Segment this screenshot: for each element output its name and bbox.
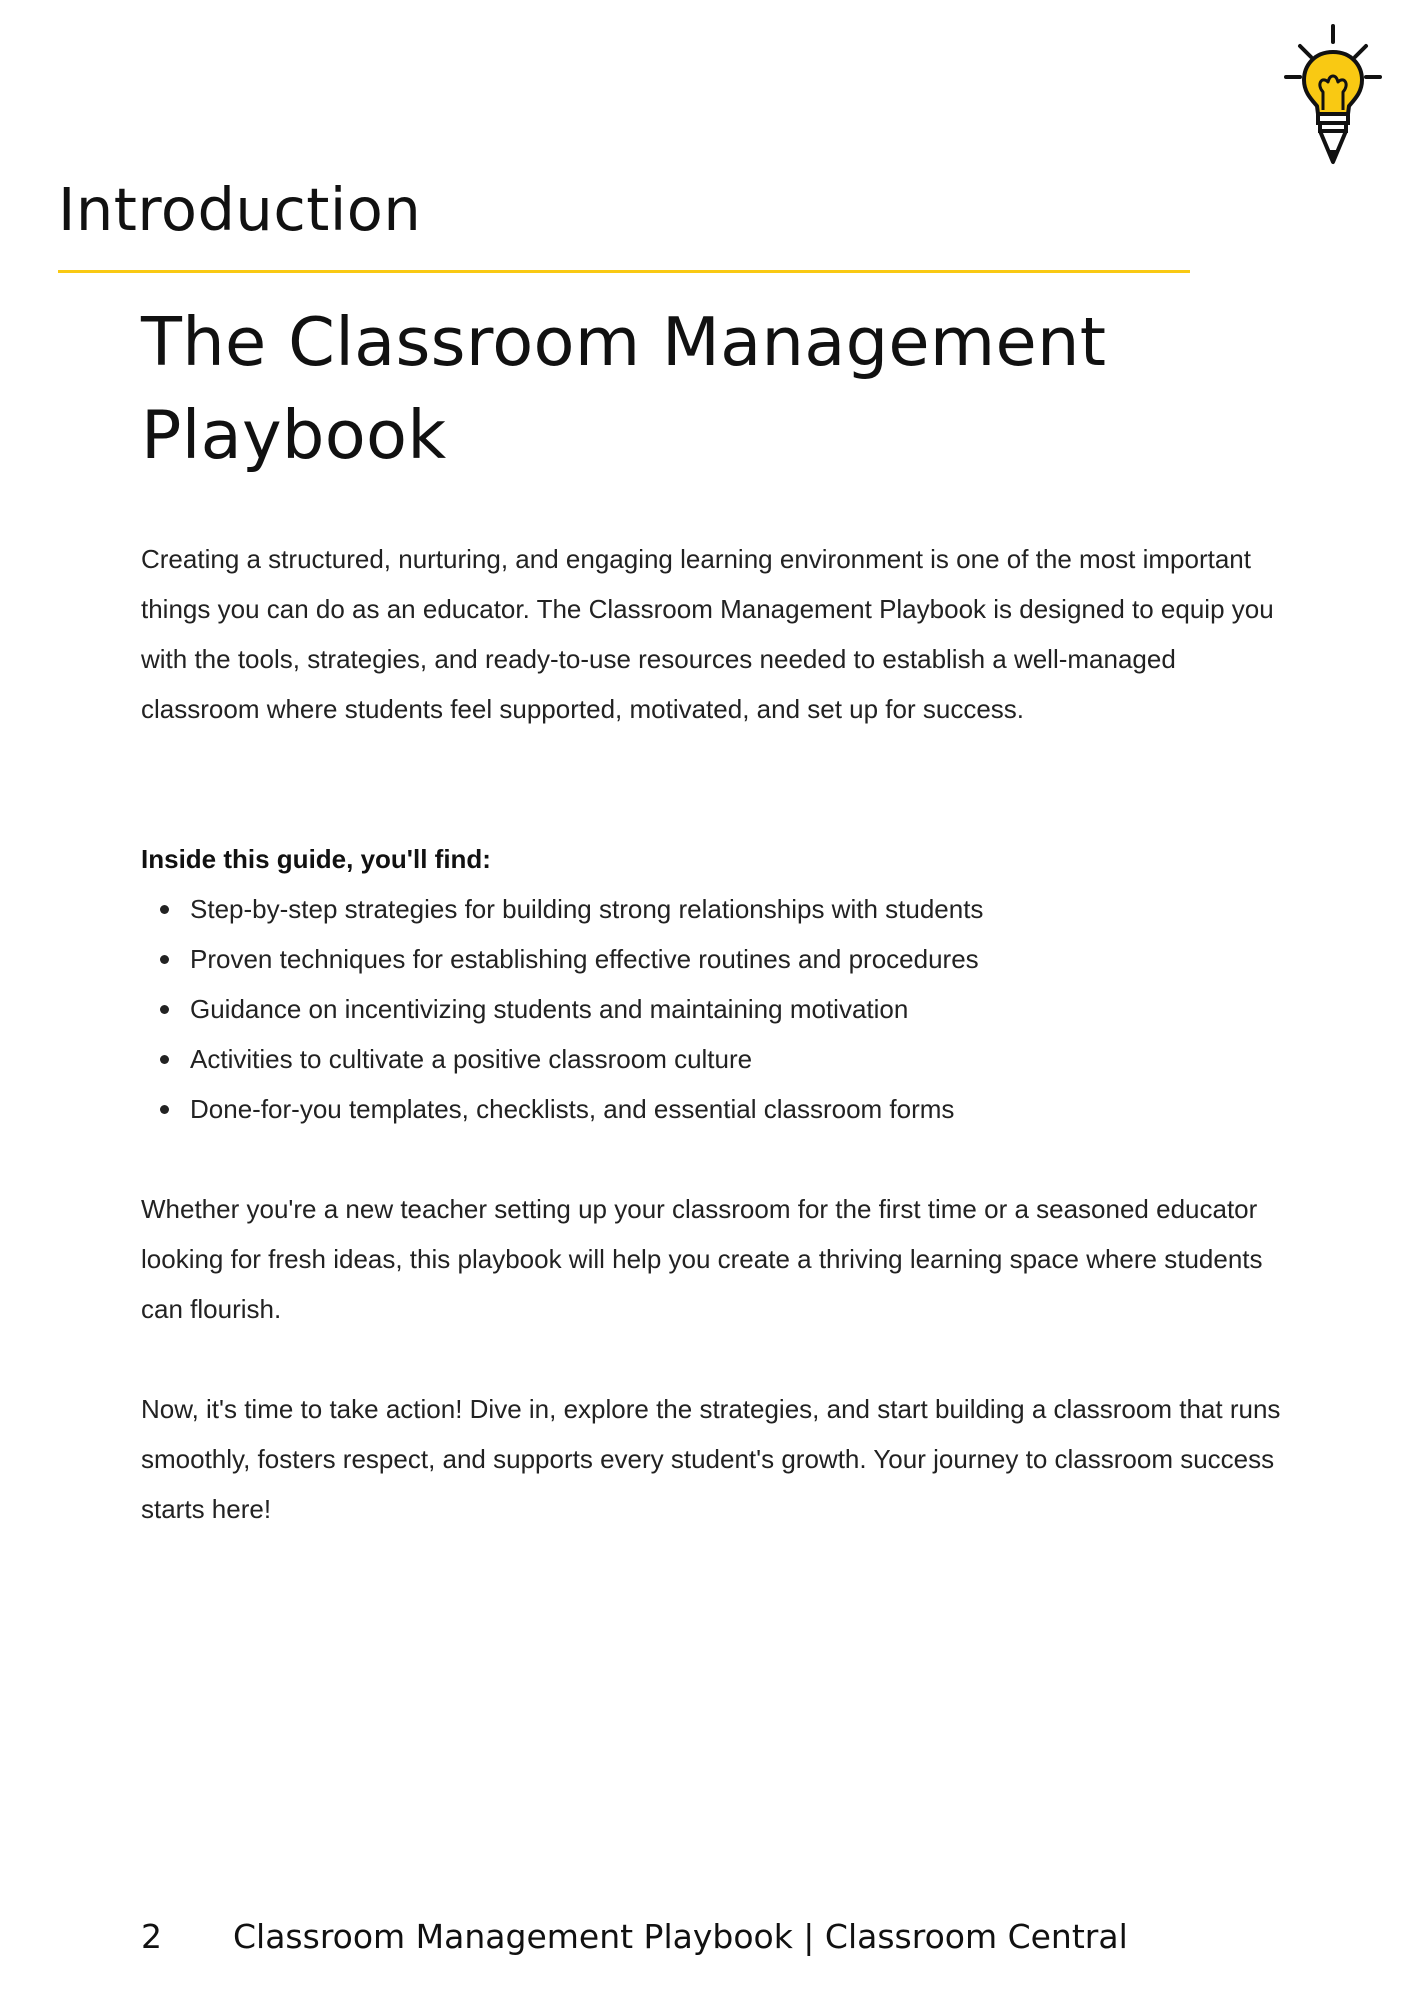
footer-text: Classroom Management Playbook | Classroom Central — [233, 1917, 1128, 1956]
page-footer — [141, 1915, 1128, 1959]
list-item — [141, 934, 1281, 984]
body-paragraph-3: Now, it's time to take action! Dive in, explore the strategies, and start building a classroom that runs smoothly, fosters respect, and supports every student's growth. Your journey to classroom success starts here! — [141, 1394, 1281, 1524]
list-item — [141, 1084, 1281, 1134]
body-paragraph-2: Whether you're a new teacher setting up your classroom for the first time or a seasoned educator looking for fresh ideas, this playbook will help you create a thriving learning space where students can flourish. — [141, 1194, 1263, 1324]
page-number: 2 — [141, 1917, 162, 1956]
list-item — [141, 884, 1281, 934]
page-title: The Classroom Management Playbook — [141, 303, 1107, 474]
list-item — [141, 984, 1281, 1034]
title-divider — [58, 270, 1190, 273]
bullet-icon — [160, 1055, 169, 1064]
intro-paragraph: Creating a structured, nurturing, and engaging learning environment is one of the most important things you can do as an educator. The Classroom Management Playbook is designed to equip you with the tools, strategies, and ready-to-use resources needed to establish a well-managed classroom where students feel supported, motivated, and set up for success. — [141, 544, 1274, 724]
bullet-icon — [160, 1005, 169, 1014]
list-item — [141, 1034, 1281, 1084]
bullet-icon — [160, 905, 169, 914]
list-item-text: Guidance on incentivizing students and maintaining motivation — [190, 994, 909, 1024]
section-title: Introduction — [58, 175, 422, 244]
list-item-text: Step-by-step strategies for building strong relationships with students — [190, 894, 984, 924]
list-item-text: Done-for-you templates, checklists, and essential classroom forms — [190, 1094, 955, 1124]
guide-list — [141, 884, 1281, 1134]
list-item-text: Proven techniques for establishing effective routines and procedures — [190, 944, 979, 974]
list-item-text: Activities to cultivate a positive classroom culture — [190, 1044, 753, 1074]
lightbulb-pencil-icon — [1278, 22, 1388, 167]
bullet-icon — [160, 1105, 169, 1114]
guide-heading: Inside this guide, you'll find: — [141, 844, 491, 874]
bullet-icon — [160, 955, 169, 964]
